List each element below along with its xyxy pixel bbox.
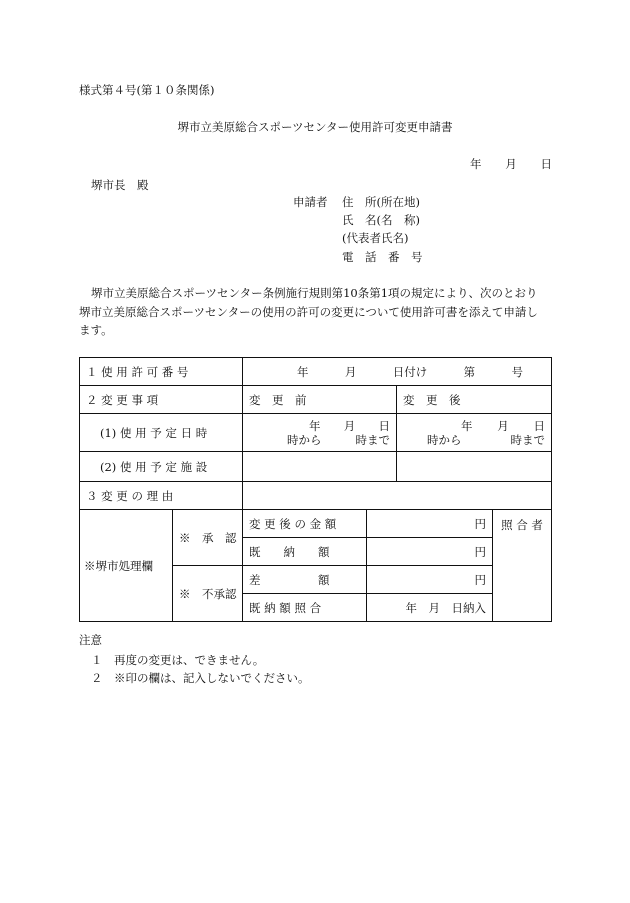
change-items-label: ２ 変 更 事 項 xyxy=(80,386,243,414)
schedule-after[interactable] xyxy=(397,414,552,452)
facility-before[interactable] xyxy=(243,452,397,482)
facility-label: (2) 使 用 予 定 施 設 xyxy=(80,452,243,482)
difference-yen: 円 xyxy=(367,566,493,594)
applicant-representative: (代表者氏名) xyxy=(342,231,409,245)
row-reason xyxy=(80,482,552,510)
row-change-items xyxy=(80,386,552,414)
office-label: ※堺市処理欄 xyxy=(80,510,173,622)
before-from: 時から xyxy=(287,432,322,447)
row-office-1 xyxy=(80,510,552,538)
approved-label: ※ 承 認 xyxy=(173,510,243,566)
date-year: 年 xyxy=(470,157,482,171)
permit-dai: 第 xyxy=(463,364,476,379)
paid-date: 年 月 日納入 xyxy=(367,594,493,622)
note-item-1: １ 再度の変更は、できません。 xyxy=(91,653,265,667)
facility-after[interactable] xyxy=(397,452,552,482)
after-from: 時から xyxy=(427,432,462,447)
difference-label: 差 額 xyxy=(243,566,367,594)
before-to: 時まで xyxy=(355,432,390,447)
schedule-before[interactable] xyxy=(243,414,397,452)
date-line xyxy=(470,156,552,172)
application-table xyxy=(79,357,552,622)
after-year: 年 xyxy=(461,418,473,433)
permit-dated: 日付け xyxy=(392,364,428,379)
page-title: 堺市立美原総合スポーツセンター使用許可変更申請書 xyxy=(177,120,453,134)
body-text-line-3: ます。 xyxy=(79,323,113,337)
date-day: 日 xyxy=(540,157,552,171)
applicant-label: 申請者 xyxy=(293,195,328,209)
applicant-address: 住 所(所在地) xyxy=(342,195,420,209)
after-day: 日 xyxy=(533,418,545,433)
permit-number-value[interactable] xyxy=(243,358,552,386)
before-month: 月 xyxy=(343,418,356,433)
after-month: 月 xyxy=(497,418,509,433)
applicant-phone: 電 話 番 号 xyxy=(342,250,423,264)
paid-check-label: 既 納 額 照 合 xyxy=(243,594,367,622)
after-label: 変 更 後 xyxy=(397,386,552,414)
permit-go: 号 xyxy=(511,364,523,379)
body-text-line-1: 堺市立美原総合スポーツセンター条例施行規則第10条第1項の規定により、次のとおり xyxy=(91,286,538,300)
paid-amount-label: 既 納 額 xyxy=(243,538,367,566)
body-text-line-2: 堺市立美原総合スポーツセンターの使用の許可の変更について使用許可書を添えて申請し xyxy=(79,305,538,319)
permit-number-label: １ 使 用 許 可 番 号 xyxy=(80,358,243,386)
addressee: 堺市長 殿 xyxy=(91,178,149,192)
before-label: 変 更 前 xyxy=(243,386,397,414)
rejected-label: ※ 不承認 xyxy=(173,566,243,622)
permit-month: 月 xyxy=(344,364,357,379)
reason-value[interactable] xyxy=(243,482,552,510)
notes-heading: 注意 xyxy=(79,633,102,647)
row-facility xyxy=(80,452,552,482)
row-permit-number xyxy=(80,358,552,386)
before-day: 日 xyxy=(378,418,390,433)
row-schedule xyxy=(80,414,552,452)
note-item-2: ２ ※印の欄は、記入しないでください。 xyxy=(91,671,310,685)
applicant-name: 氏 名(名 称) xyxy=(342,213,420,227)
paid-amount-yen: 円 xyxy=(367,538,493,566)
checker-label: 照 合 者 xyxy=(493,510,552,622)
permit-year: 年 xyxy=(297,364,309,379)
schedule-label: (1) 使 用 予 定 日 時 xyxy=(80,414,243,452)
reason-label: ３ 変 更 の 理 由 xyxy=(80,482,243,510)
amount-after-yen: 円 xyxy=(367,510,493,538)
amount-after-label: 変 更 後 の 金 額 xyxy=(243,510,367,538)
before-year: 年 xyxy=(309,418,321,433)
after-to: 時まで xyxy=(510,432,545,447)
date-month: 月 xyxy=(505,157,517,171)
form-number: 様式第４号(第１０条関係) xyxy=(79,83,215,97)
